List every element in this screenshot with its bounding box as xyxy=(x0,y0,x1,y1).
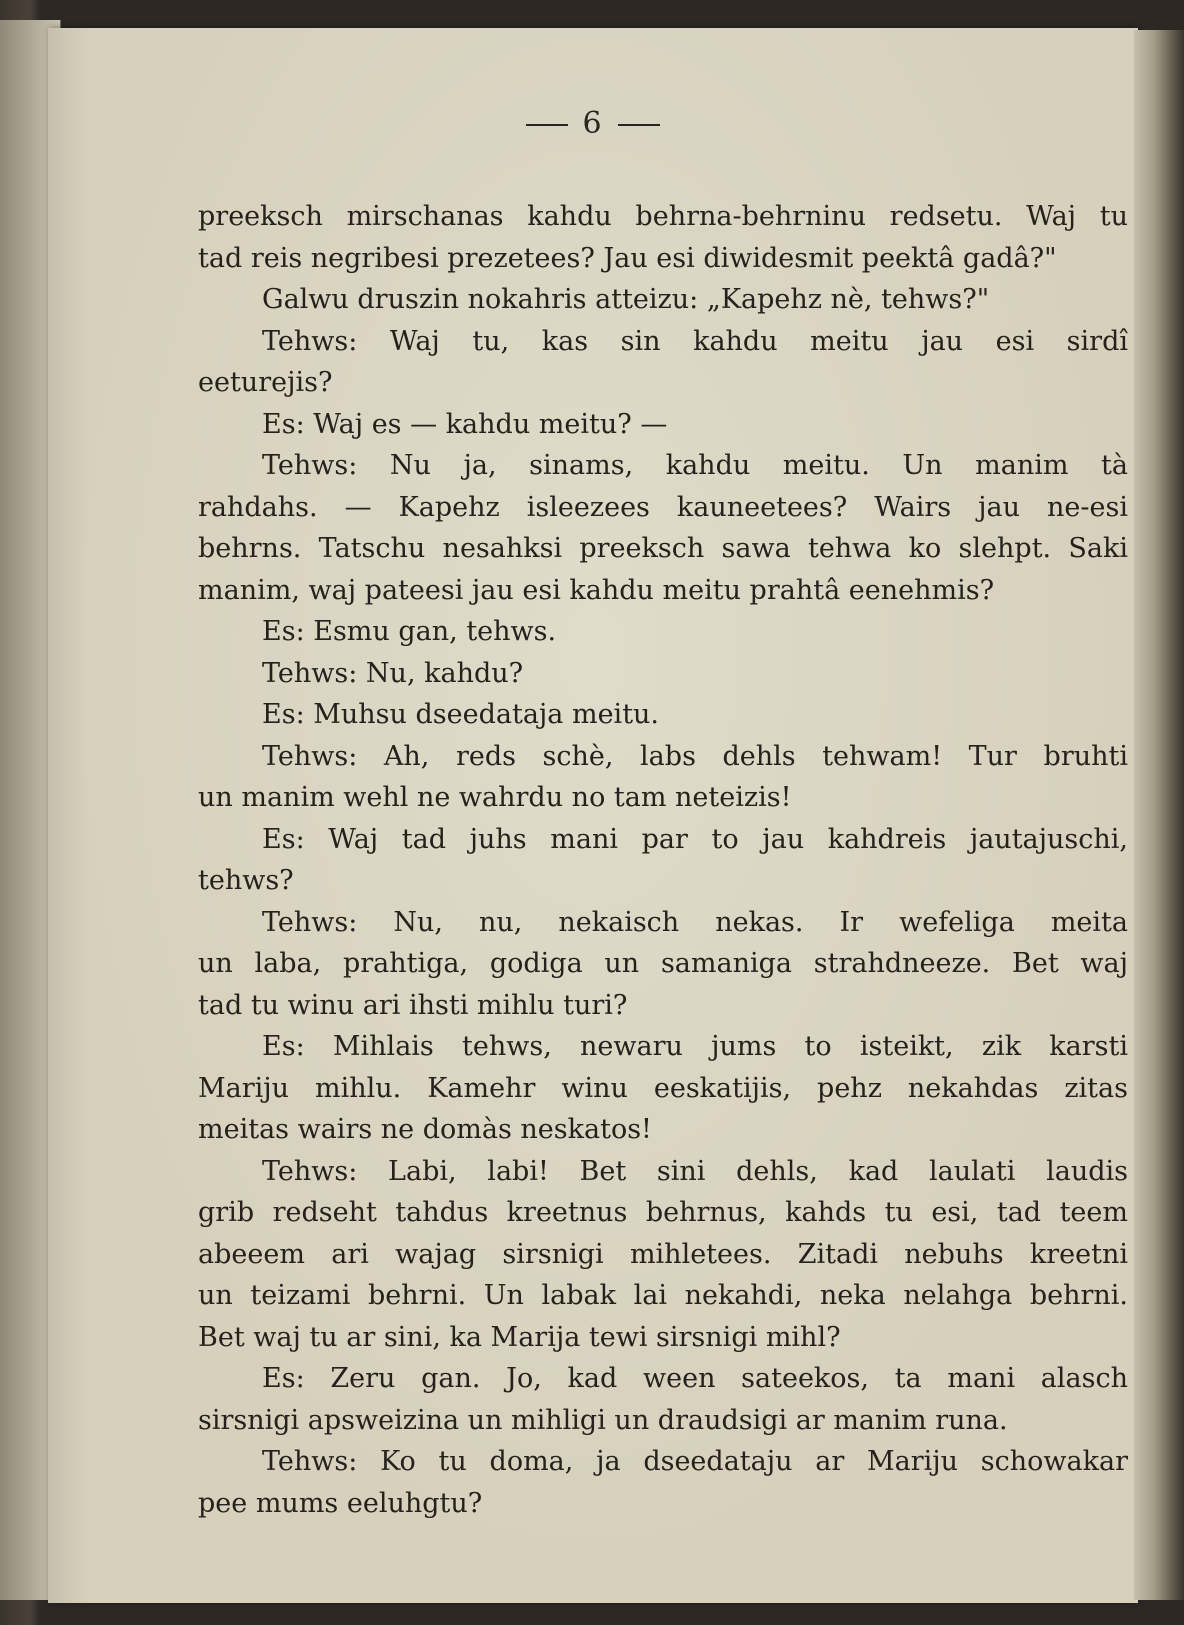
text-line: Es: Mihlais tehws, newaru jums to isteikt, zik karsti xyxy=(262,1031,1128,1062)
text-line: tehws? xyxy=(198,865,294,896)
text-line: Tehws: Nu, kahdu? xyxy=(262,657,524,689)
text-line: pee mums eeluhgtu? xyxy=(198,1487,483,1519)
text-line: Es: Esmu gan, tehws. xyxy=(262,616,557,647)
text-line: manim, waj pateesi jau esi kahdu meitu prahtâ eenehmis? xyxy=(198,574,995,606)
page-number-dash-right xyxy=(618,124,660,126)
text-line: tad reis negribesi prezetees? Jau esi diwidesmit peektâ gadâ?" xyxy=(198,242,1057,274)
text-line: Es: Waj tad juhs mani par to jau kahdreis jautajuschi, xyxy=(262,823,1128,855)
text-line: Tehws: Ko tu doma, ja dseedataju ar Mariju schowakar xyxy=(262,1446,1128,1477)
text-line: rahdahs. — Kapehz isleezees kauneetees? Wairs jau ne-esi xyxy=(198,491,1128,523)
text-line: Tehws: Waj tu, kas sin kahdu meitu jau esi sirdî xyxy=(262,325,1128,357)
text-line: eeturejis? xyxy=(198,367,333,398)
page-stack-edge xyxy=(1134,30,1184,1600)
text-line: Tehws: Labi, labi! Bet sini dehls, kad laulati laudis xyxy=(262,1155,1128,1187)
text-line: behrns. Tatschu nesahksi preeksch sawa tehwa ko slehpt. Saki xyxy=(198,533,1128,564)
text-line: meitas wairs ne domàs neskatos! xyxy=(198,1114,652,1145)
text-line: Tehws: Ah, reds schè, labs dehls tehwam! Tur bruhti xyxy=(262,740,1128,772)
text-line: un teizami behrni. Un labak lai nekahdi, neka nelahga behrni. xyxy=(198,1280,1128,1311)
book-page xyxy=(48,28,1138,1603)
text-line: tad tu winu ari ihsti mihlu turi? xyxy=(198,989,628,1021)
text-line: Tehws: Nu ja, sinams, kahdu meitu. Un manim tà xyxy=(262,450,1128,481)
text-line: Mariju mihlu. Kamehr winu eeskatijis, pehz nekahdas zitas xyxy=(198,1072,1128,1104)
text-line: Tehws: Nu, nu, nekaisch nekas. Ir wefeliga meita xyxy=(262,906,1128,938)
text-line: Es: Waj es — kahdu meitu? — xyxy=(262,408,668,440)
text-line: Es: Zeru gan. Jo, kad ween sateekos, ta mani alasch xyxy=(262,1363,1128,1394)
page-number-dash-left xyxy=(526,124,568,126)
text-line: Galwu druszin nokahris atteizu: „Kapehz nè, tehws?" xyxy=(262,284,990,315)
page-number-value: 6 xyxy=(582,106,604,141)
text-line: sirsnigi apsweizina un mihligi un draudsigi ar manim runa. xyxy=(198,1404,1008,1436)
text-line: Es: Muhsu dseedataja meitu. xyxy=(262,699,660,730)
text-line: preeksch mirschanas kahdu behrna-behrninu redsetu. Waj tu xyxy=(198,201,1128,232)
text-line: un laba, prahtiga, godiga un samaniga strahdneeze. Bet waj xyxy=(198,948,1128,979)
text-line: abeeem ari wajag sirsnigi mihletees. Zitadi nebuhs kreetni xyxy=(198,1238,1128,1270)
text-line: grib redseht tahdus kreetnus behrnus, kahds tu esi, tad teem xyxy=(198,1197,1128,1228)
body-text xyxy=(198,196,1128,1524)
text-line: un manim wehl ne wahrdu no tam neteizis! xyxy=(198,782,792,813)
page-number xyxy=(48,106,1138,141)
text-line: Bet waj tu ar sini, ka Marija tewi sirsnigi mihl? xyxy=(198,1321,841,1353)
